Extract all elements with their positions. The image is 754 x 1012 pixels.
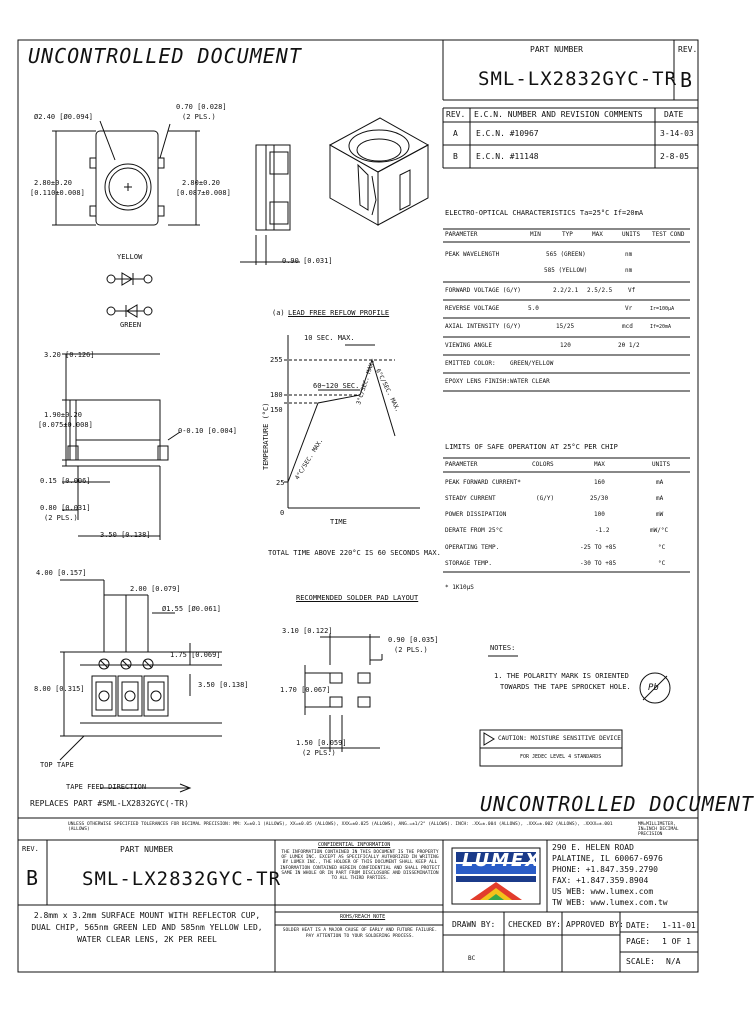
- eo-cell: FORWARD VOLTAGE (G/Y): [445, 287, 521, 294]
- reflow-ytick: 0: [280, 509, 285, 517]
- reflow-marker: (a): [272, 309, 285, 317]
- rev-row-rev: B: [453, 152, 458, 161]
- notes-line1: 1. THE POLARITY MARK IS ORIENTED: [494, 672, 629, 680]
- limits-cell: STORAGE TEMP.: [445, 560, 492, 567]
- tb-confidential-title: CONFIDENTIAL INFORMATION: [318, 842, 391, 848]
- eo-cell: mcd: [622, 323, 633, 330]
- reflow-xlabel: TIME: [330, 518, 347, 526]
- tape-dim-175: 1.75 [0.069]: [170, 651, 221, 659]
- dim-280-left-in: [0.110±0.008]: [30, 189, 85, 197]
- dim-280-right-in: [0.087±0.008]: [176, 189, 231, 197]
- eo-cell: 5.0: [528, 305, 539, 312]
- tb-approved-by-label: APPROVED BY:: [566, 920, 624, 929]
- tb-confidential-body: THE INFORMATION CONTAINED IN THIS DOCUMENT IS THE PROPERTY OF LUMEX INC. EXCEPT AS SPECIFICALLY AUTHORIZED IN WRITING BY LUMEX INC., THE HOLDER OF THIS DOCUMENT SHALL KEEP ALL INFORMATION CONTAINED HEREIN CONFIDENTIAL AND SHALL PROTECT SAME IN WHOLE OR IN PART FROM DISCLOSURE AND DISSEMINATION TO ALL THIRD PARTIES.: [280, 850, 440, 882]
- rev-row-ecn: E.C.N. #10967: [476, 129, 539, 138]
- reflow-note: TOTAL TIME ABOVE 220°C IS 60 SECONDS MAX.: [268, 549, 441, 557]
- eo-cell: EPOXY LENS FINISH:: [445, 378, 511, 385]
- tb-checked-by-label: CHECKED BY:: [508, 920, 561, 929]
- dim-080-note: (2 PLS.): [44, 514, 78, 522]
- part-number: SML-LX2832GYC-TR: [478, 68, 678, 90]
- tb-logo-text: LUMEX: [462, 850, 542, 871]
- rev-label: REV.: [678, 45, 698, 54]
- limits-cell: °C: [658, 544, 666, 551]
- tape-top-tape: TOP TAPE: [40, 761, 74, 769]
- eo-cell: 2.5/2.5: [587, 287, 613, 294]
- eo-header: PARAMETER: [445, 231, 478, 238]
- limits-header: MAX: [594, 461, 605, 468]
- limits-header: COLORS: [532, 461, 554, 468]
- limits-cell: -25 TO +85: [580, 544, 617, 551]
- limits-cell: OPERATING TEMP.: [445, 544, 500, 551]
- tb-fax: FAX: +1.847.359.8904: [552, 876, 649, 885]
- dim-090: 0.90 [0.031]: [282, 257, 333, 265]
- solder-dim-150: 1.50 [0.059]: [296, 739, 347, 747]
- tb-part-number: SML-LX2832GYC-TR: [82, 868, 282, 890]
- reflow-ylabel: TEMPERATURE (°C): [262, 402, 270, 470]
- pb-free-mark: Pb: [648, 683, 659, 693]
- dim-190-in: [0.075±0.008]: [38, 421, 93, 429]
- tb-rohs-title: ROHS/REACH NOTE: [340, 914, 386, 920]
- eo-header: MAX: [592, 231, 603, 238]
- limits-cell: (G/Y): [536, 495, 555, 502]
- dim-350: 3.50 [0.138]: [100, 531, 151, 539]
- eo-cell: EMITTED COLOR:: [445, 360, 496, 367]
- limits-cell: °C: [658, 560, 666, 567]
- tb-drawn-by-label: DRAWN BY:: [452, 920, 496, 929]
- uncontrolled-watermark-top: UNCONTROLLED DOCUMENT: [28, 44, 302, 68]
- eo-cell: VIEWING ANGLE: [445, 342, 492, 349]
- limits-cell: 160: [594, 479, 605, 486]
- solder-dim-150-note: (2 PLS.): [302, 749, 336, 757]
- tolerance-right: MM=MILLIMETER, IN=INCH DECIMAL PRECISION: [638, 822, 679, 837]
- solder-dim-090: 0.90 [0.035]: [388, 636, 439, 644]
- rev-table-header: E.C.N. NUMBER AND REVISION COMMENTS: [474, 110, 643, 119]
- dim-280-left: 2.80±0.20: [34, 179, 72, 187]
- rev-table-header: REV.: [446, 110, 466, 119]
- dim-010: 0-0.10 [0.004]: [178, 427, 238, 435]
- eo-cell: 585 (YELLOW): [544, 267, 588, 274]
- eo-cell: 120: [560, 342, 571, 349]
- dim-070: 0.70 [0.028]: [176, 103, 227, 111]
- solder-dim-170: 1.70 [0.067]: [280, 686, 331, 694]
- rev-row-date: 3-14-03: [660, 129, 694, 138]
- eo-cell: nm: [625, 267, 633, 274]
- tb-rev-label: REV.: [22, 845, 39, 853]
- tape-feed-direction: TAPE FEED DIRECTION: [66, 783, 147, 791]
- eo-header: UNITS: [622, 231, 641, 238]
- limits-cell: mA: [656, 479, 664, 486]
- eo-cell: PEAK WAVELENGTH: [445, 251, 500, 258]
- limits-cell: -1.2: [595, 527, 610, 534]
- yellow-label: YELLOW: [117, 253, 143, 261]
- limits-cell: mA: [656, 495, 664, 502]
- rev-table-header: DATE: [664, 110, 684, 119]
- limits-cell: mW: [656, 511, 664, 518]
- dim-320: 3.20 [0.126]: [44, 351, 95, 359]
- eo-cell: AXIAL INTENSITY (G/Y): [445, 323, 521, 330]
- tb-web1: US WEB: www.lumex.com: [552, 887, 654, 896]
- tb-date: 1-11-01: [662, 921, 696, 930]
- rev-row-rev: A: [453, 129, 458, 138]
- dim-280-right: 2.80±0.20: [182, 179, 220, 187]
- eo-header: TYP: [562, 231, 573, 238]
- notes-line2: TOWARDS THE TAPE SPROCKET HOLE.: [500, 683, 631, 691]
- eo-cell: Vr: [625, 305, 633, 312]
- eo-cell: Vf: [628, 287, 636, 294]
- eo-cell: nm: [625, 251, 633, 258]
- tape-dim-350: 3.50 [0.138]: [198, 681, 249, 689]
- tape-dim-400: 4.00 [0.157]: [36, 569, 87, 577]
- reflow-ann-ramp-down: 6°C/SEC. MAX.: [374, 367, 402, 414]
- caution-sub: FOR JEDEC LEVEL 4 STANDARDS: [520, 754, 602, 760]
- tb-web2: TW WEB: www.lumex.com.tw: [552, 898, 668, 907]
- solder-pad-title: RECOMMENDED SOLDER PAD LAYOUT: [296, 594, 419, 602]
- tb-rev-value: B: [26, 866, 39, 890]
- green-label: GREEN: [120, 321, 142, 329]
- reflow-ytick: 25: [276, 479, 285, 487]
- reflow-ytick: 255: [270, 356, 283, 364]
- solder-dim-090-note: (2 PLS.): [394, 646, 428, 654]
- limits-cell: POWER DISSIPATION: [445, 511, 507, 518]
- dim-dia: Ø2.40 [Ø0.094]: [34, 113, 94, 121]
- part-number-label: PART NUMBER: [530, 45, 583, 54]
- dim-190: 1.90±0.20: [44, 411, 82, 419]
- eo-cell: WATER CLEAR: [510, 378, 550, 385]
- limits-cell: 100: [594, 511, 605, 518]
- reflow-ytick: 150: [270, 406, 283, 414]
- tape-dim-155: Ø1.55 [Ø0.061]: [162, 605, 222, 613]
- eo-cell: REVERSE VOLTAGE: [445, 305, 500, 312]
- tb-phone: PHONE: +1.847.359.2790: [552, 865, 658, 874]
- tb-part-label: PART NUMBER: [120, 845, 173, 854]
- tb-page-label: PAGE:: [626, 937, 651, 946]
- tape-dim-800: 8.00 [0.315]: [34, 685, 85, 693]
- limits-cell: DERATE FROM 25°C: [445, 527, 503, 534]
- reflow-ann-60-120: 60~120 SEC.: [313, 382, 360, 390]
- eo-cell: 2.2/2.1: [553, 287, 579, 294]
- tb-address2: PALATINE, IL 60067-6976: [552, 854, 663, 863]
- tb-rohs-body: SOLDER HEAT IS A MAJOR CAUSE OF EARLY AND FUTURE FAILURE. PAY ATTENTION TO YOUR SOLDERING PROCESS.: [282, 928, 438, 939]
- reflow-ann-ramp-up: 4°C/SEC. MAX.: [293, 437, 325, 482]
- notes-title: NOTES:: [490, 644, 516, 652]
- reflow-ann-ramp-up2: 3°C/SEC. MAX.: [355, 358, 377, 406]
- tb-address1: 290 E. HELEN ROAD: [552, 843, 634, 852]
- eo-cell: 565 (GREEN): [546, 251, 586, 258]
- eo-header: MIN: [530, 231, 541, 238]
- eo-header: TEST COND: [652, 231, 685, 238]
- dim-070-note: (2 PLS.): [182, 113, 216, 121]
- dim-080: 0.80 [0.031]: [40, 504, 91, 512]
- reflow-title: LEAD FREE REFLOW PROFILE: [288, 309, 390, 317]
- limits-header: UNITS: [652, 461, 671, 468]
- rev-value: B: [680, 68, 693, 92]
- tolerance-text: UNLESS OTHERWISE SPECIFIED TOLERANCES FOR DECIMAL PRECISION: MM: X=±0.1 (ALLOWS), XX=±0.05 (ALLOWS), XXX=±0.025 (ALLOWS), ANG.=±1/2° (ALLOWS). INCH: .XX=±.004 (ALLOWS), .XXX=±.002 (ALLOWS), .XXXX=±.001 (ALLOWS): [68, 822, 613, 832]
- reflow-ann-10sec: 10 SEC. MAX.: [304, 334, 355, 342]
- eo-cell: 15/25: [556, 323, 575, 330]
- rev-row-ecn: E.C.N. #11148: [476, 152, 539, 161]
- tb-page: 1 OF 1: [662, 937, 691, 946]
- rev-row-date: 2-8-05: [660, 152, 689, 161]
- caution-text: CAUTION: MOISTURE SENSITIVE DEVICE: [498, 735, 621, 742]
- tb-drawn-by: BC: [468, 955, 476, 962]
- limits-cell: PEAK FORWARD CURRENT*: [445, 479, 521, 486]
- limits-footnote: * 1K10μS: [445, 584, 474, 591]
- limits-cell: mW/°C: [650, 527, 669, 534]
- limits-title: LIMITS OF SAFE OPERATION AT 25°C PER CHIP: [445, 443, 618, 451]
- limits-cell: 25/30: [590, 495, 609, 502]
- solder-dim-310: 3.10 [0.122]: [282, 627, 333, 635]
- eo-cell: If=20mA: [650, 324, 672, 330]
- eo-cell: 2θ 1/2: [618, 342, 640, 349]
- tb-scale: N/A: [666, 957, 681, 966]
- limits-cell: STEADY CURRENT: [445, 495, 496, 502]
- limits-header: PARAMETER: [445, 461, 478, 468]
- tb-description: 2.8mm x 3.2mm SURFACE MOUNT WITH REFLECTOR CUP, DUAL CHIP, 565nm GREEN LED AND 585nm YELLOW LED, WATER CLEAR LENS, 2K PER REEL: [31, 911, 263, 944]
- dim-015: 0.15 [0.006]: [40, 477, 91, 485]
- replaces-part: REPLACES PART #SML-LX2832GYC(-TR): [30, 799, 189, 808]
- eo-title: ELECTRO-OPTICAL CHARACTERISTICS Ta=25°C If=20mA: [445, 209, 644, 217]
- tb-date-label: DATE:: [626, 921, 651, 930]
- tb-scale-label: SCALE:: [626, 957, 655, 966]
- reflow-ytick: 180: [270, 391, 283, 399]
- sheet-border: [18, 40, 698, 972]
- uncontrolled-watermark-bottom: UNCONTROLLED DOCUMENT: [480, 792, 754, 816]
- tape-dim-200: 2.00 [0.079]: [130, 585, 181, 593]
- eo-cell: Ir=100μA: [650, 306, 675, 312]
- eo-cell: GREEN/YELLOW: [510, 360, 554, 367]
- limits-cell: -30 TO +85: [580, 560, 617, 567]
